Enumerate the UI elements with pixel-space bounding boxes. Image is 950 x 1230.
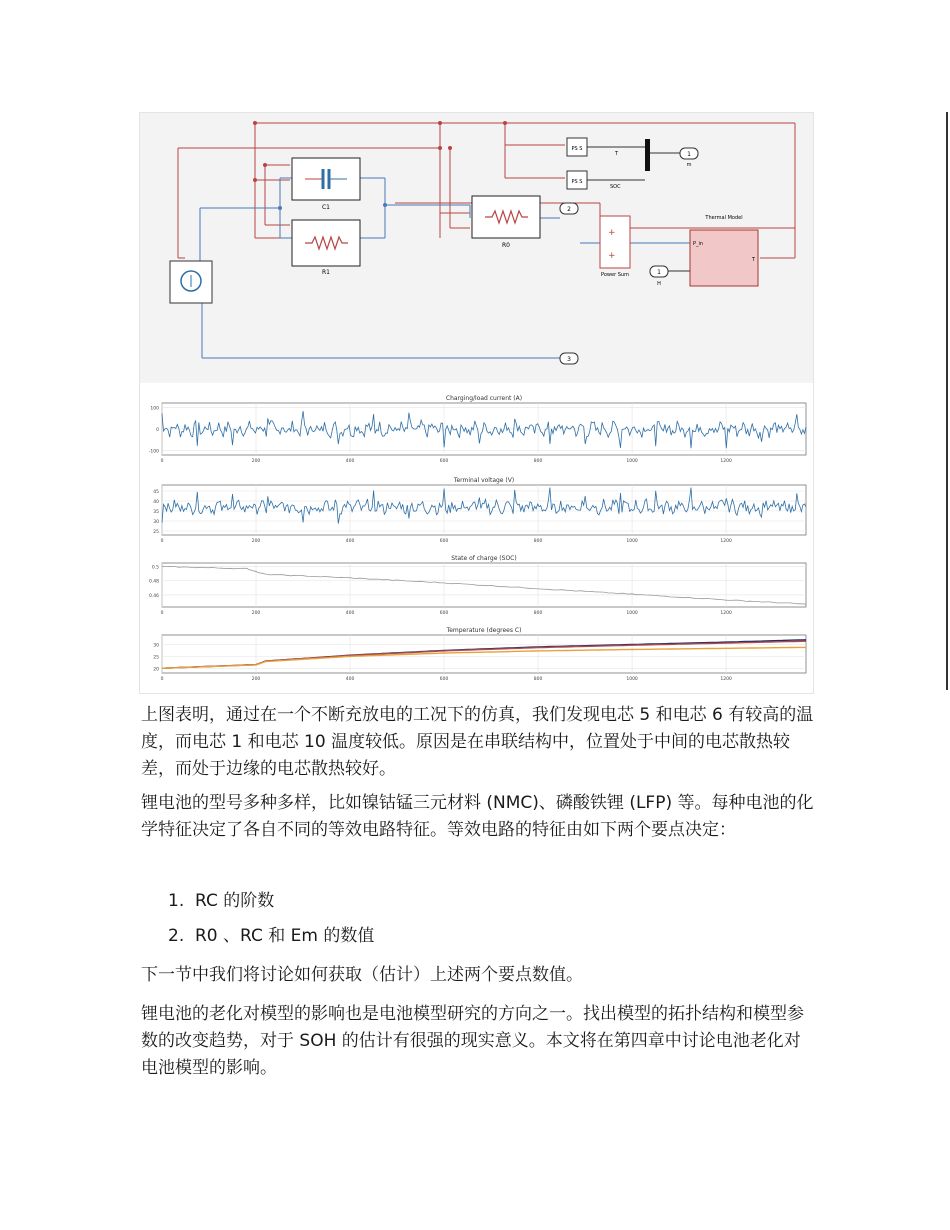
y-tick-label: 0.48 xyxy=(148,579,159,585)
chart-title: State of charge (SOC) xyxy=(451,555,517,562)
thermal-model-label: Thermal Model xyxy=(705,215,743,221)
y-tick-label: 0.46 xyxy=(148,593,159,599)
p-in-label: P_in xyxy=(693,241,704,247)
list-item: 1. RC 的阶数 xyxy=(168,891,275,911)
power-sum-label: Power Sum xyxy=(601,272,629,278)
svg-text:+: + xyxy=(608,228,616,238)
simulink-figure xyxy=(139,112,814,694)
x-tick-label: 400 xyxy=(345,677,355,682)
paragraph-next-section: 下一节中我们将讨论如何获取（估计）上述两个要点数值。 xyxy=(141,965,583,985)
ps-converter-1: PS S xyxy=(571,146,583,152)
x-tick-label: 0 xyxy=(160,677,164,682)
chart-panel-1 xyxy=(153,477,806,544)
x-tick-label: 1200 xyxy=(720,539,732,544)
t-out-label: T xyxy=(752,257,756,263)
paragraph-battery-types: 锂电池的型号多种多样，比如镍钴锰三元材料 (NMC)、磷酸铁锂 (LFP) 等。每种电池的化学特征决定了各自不同的等效电路特征。等效电路的特征由如下两个要点决定： xyxy=(141,793,814,840)
paragraph-aging: 锂电池的老化对模型的影响也是电池模型研究的方向之一。找出模型的拓扑结构和模型参数的改变趋势，对于 SOH 的估计有很强的现实意义。本文将在第四章中讨论电池老化对电池模型的影响。 xyxy=(141,1004,804,1078)
r1-label: R1 xyxy=(322,269,330,276)
x-tick-label: 200 xyxy=(251,611,261,616)
c1-label: C1 xyxy=(321,204,331,211)
y-tick-label: 25 xyxy=(153,655,159,661)
chart-title: Charging/load current (A) xyxy=(445,395,523,402)
y-tick-label: 0.5 xyxy=(151,565,159,571)
x-tick-label: 800 xyxy=(533,677,543,682)
x-tick-label: 200 xyxy=(251,677,261,682)
x-tick-label: 1200 xyxy=(720,677,732,682)
x-tick-label: 600 xyxy=(439,677,449,682)
port-1: 1 xyxy=(687,151,691,158)
port-3: 3 xyxy=(567,356,571,363)
x-tick-label: 200 xyxy=(251,539,261,544)
chart-panel-2 xyxy=(149,555,806,616)
port-1-sub: m xyxy=(686,162,692,168)
y-tick-label: 20 xyxy=(153,667,159,673)
x-tick-label: 400 xyxy=(345,459,355,464)
x-tick-label: 0 xyxy=(160,459,164,464)
chart-panel-0 xyxy=(149,395,806,464)
y-tick-label: 30 xyxy=(153,520,159,525)
y-tick-label: 100 xyxy=(150,406,159,412)
circuit-diagram xyxy=(140,113,813,381)
soc-signal-label: SOC xyxy=(610,184,621,190)
x-tick-label: 200 xyxy=(251,459,261,464)
t-signal-label: T xyxy=(615,151,619,157)
plot-area xyxy=(162,563,806,607)
figure-canvas xyxy=(140,113,813,693)
chart-title: Terminal voltage (V) xyxy=(453,477,515,484)
x-tick-label: 600 xyxy=(439,611,449,616)
x-tick-label: 1000 xyxy=(626,459,638,464)
x-tick-label: 800 xyxy=(533,611,543,616)
port-h-sub: H xyxy=(657,281,661,287)
x-tick-label: 1000 xyxy=(626,611,638,616)
x-tick-label: 0 xyxy=(160,539,164,544)
x-tick-label: 400 xyxy=(345,611,355,616)
ps-converter-2: PS S xyxy=(571,179,583,185)
x-tick-label: 0 xyxy=(160,611,164,616)
y-tick-label: 0 xyxy=(156,428,159,433)
x-tick-label: 800 xyxy=(533,539,543,544)
key-points-list xyxy=(168,884,374,954)
x-tick-label: 1200 xyxy=(720,459,732,464)
svg-text:+: + xyxy=(608,251,616,261)
y-tick-label: 40 xyxy=(153,500,159,505)
list-item: 2. R0 、RC 和 Em 的数值 xyxy=(168,926,375,946)
x-tick-label: 400 xyxy=(345,539,355,544)
y-tick-label: -100 xyxy=(148,449,159,455)
y-tick-label: 25 xyxy=(153,530,159,535)
y-tick-label: 45 xyxy=(153,490,159,495)
chart-title: Temperature (degrees C) xyxy=(446,627,522,634)
y-tick-label: 35 xyxy=(153,510,159,515)
x-tick-label: 800 xyxy=(533,459,543,464)
x-tick-label: 1000 xyxy=(626,539,638,544)
x-tick-label: 1200 xyxy=(720,611,732,616)
page-edge-divider xyxy=(946,112,948,690)
port-h: 1 xyxy=(657,269,661,276)
port-2: 2 xyxy=(567,206,571,213)
x-tick-label: 1000 xyxy=(626,677,638,682)
y-tick-label: 30 xyxy=(153,643,159,649)
x-tick-label: 600 xyxy=(439,459,449,464)
plot-area xyxy=(162,635,806,673)
x-tick-label: 600 xyxy=(439,539,449,544)
paragraph-temperature-observation: 上图表明，通过在一个不断充放电的工况下的仿真，我们发现电芯 5 和电芯 6 有较高的温度，而电芯 1 和电芯 10 温度较低。原因是在串联结构中，位置处于中间的电芯散热较差，而处于边缘的电芯散热较好。 xyxy=(141,705,814,779)
r0-label: R0 xyxy=(502,242,510,249)
